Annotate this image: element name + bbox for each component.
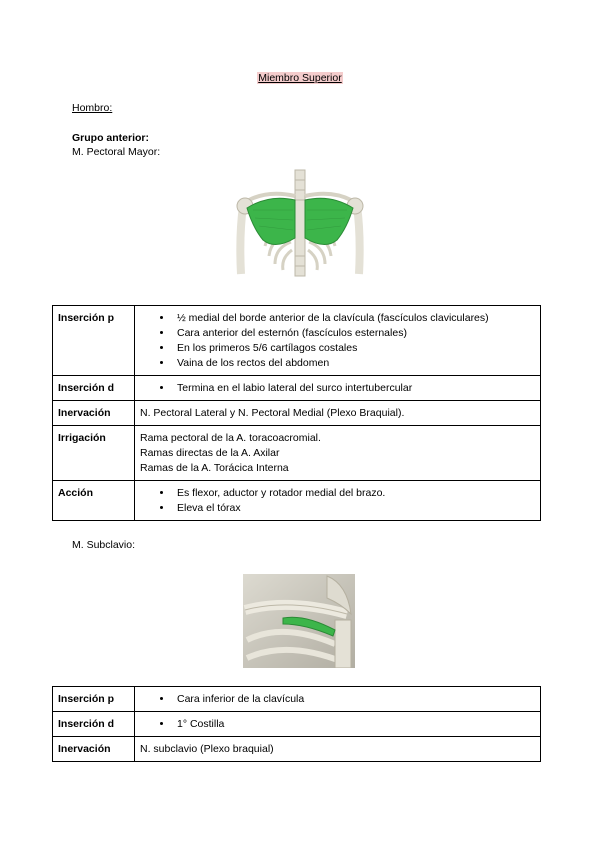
list-item: • Cara anterior del esternón (fascículos esternales) (173, 326, 535, 341)
muscle-name-subclavio: M. Subclavio: (72, 539, 136, 551)
text-line: Ramas directas de la A. Axilar (140, 447, 280, 459)
row-label: Inervación (53, 401, 135, 426)
document-title: Miembro Superior (258, 72, 342, 84)
text-line: N. subclavio (Plexo braquial) (140, 743, 274, 755)
table-row (53, 687, 541, 712)
pectoral-mayor-table (52, 305, 541, 521)
list-item: • En los primeros 5/6 cartílagos costales (173, 341, 535, 356)
text-line: N. Pectoral Lateral y N. Pectoral Medial (Plexo Braquial). (140, 407, 405, 419)
row-content (135, 737, 541, 762)
table-row (53, 712, 541, 737)
section-heading: Hombro: (72, 102, 113, 114)
group-heading: Grupo anterior: (72, 132, 150, 144)
list-item: • Vaina de los rectos del abdomen (173, 356, 535, 371)
row-content (135, 401, 541, 426)
text-line: Ramas de la A. Torácica Interna (140, 462, 289, 474)
row-label: Irrigación (53, 426, 135, 481)
list-item: • 1° Costilla (173, 717, 535, 732)
row-content (135, 481, 541, 521)
pectoral-mayor-illustration (229, 166, 371, 286)
table-row (53, 306, 541, 376)
table-row (53, 401, 541, 426)
row-label: Inervación (53, 737, 135, 762)
row-content (135, 426, 541, 481)
row-content (135, 306, 541, 376)
subclavio-illustration (243, 574, 355, 668)
row-label: Acción (53, 481, 135, 521)
row-content (135, 687, 541, 712)
text-line: Rama pectoral de la A. toracoacromial. (140, 432, 321, 444)
table-row (53, 426, 541, 481)
list-item: • Cara inferior de la clavícula (173, 692, 535, 707)
table-row (53, 376, 541, 401)
list-item: • Eleva el tórax (173, 501, 535, 516)
list-item: • Es flexor, aductor y rotador medial del brazo. (173, 486, 535, 501)
row-label: Inserción d (53, 376, 135, 401)
table-row (53, 737, 541, 762)
row-content (135, 376, 541, 401)
subclavio-table (52, 686, 541, 762)
row-label: Inserción d (53, 712, 135, 737)
list-item: • ½ medial del borde anterior de la clavícula (fascículos claviculares) (173, 311, 535, 326)
list-item: • Termina en el labio lateral del surco intertubercular (173, 381, 535, 396)
muscle-name-pectoral-mayor: M. Pectoral Mayor: (72, 146, 161, 158)
row-label: Inserción p (53, 306, 135, 376)
table-row (53, 481, 541, 521)
row-label: Inserción p (53, 687, 135, 712)
row-content (135, 712, 541, 737)
